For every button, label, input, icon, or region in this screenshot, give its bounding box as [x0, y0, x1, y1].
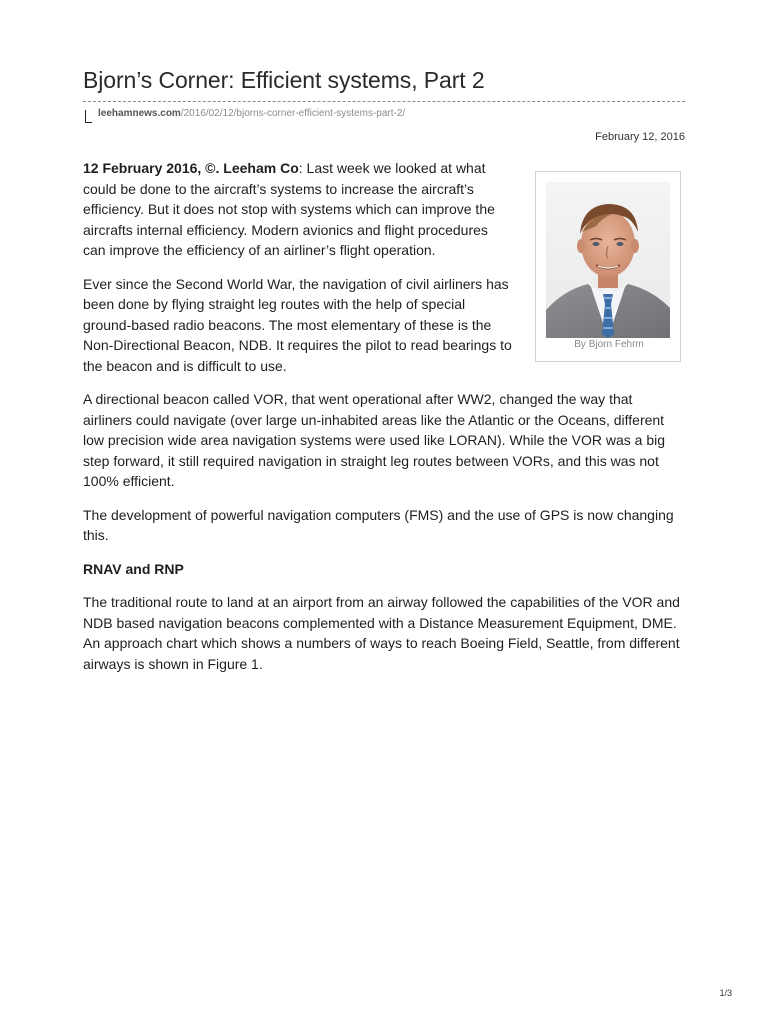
paragraph-approach: The traditional route to land at an airport from an airway followed the capabilities of the VOR and NDB based navigation beacons complemented with a Distance Measurement Equipment, DME. An approach chart which shows a numbers of ways to reach Boeing Field, Seattle, from different airways is shown in Figure 1.: [83, 594, 680, 672]
publish-date: February 12, 2016: [595, 131, 685, 143]
paragraph-vor: A directional beacon called VOR, that went operational after WW2, changed the way that airliners could navigate (over large un-inhabited areas like the Atlantic or the Oceans, different low precision wide area navigation systems were used like LORAN). While the VOR was a big step forward, it still required navigation in straight leg routes between VORs, and this was not 100% efficient.: [83, 391, 666, 489]
source-path: /2016/02/12/bjorns-corner-efficient-systems-part-2/: [180, 108, 406, 119]
image-caption: By Bjorn Fehrm: [574, 339, 644, 350]
paragraph-ndb: Ever since the Second World War, the navigation of civil airliners has been done by flying straight leg routes with the help of special ground-based radio beacons. The most elementary of these is the Non-Directional Beacon, NDB. It requires the pilot to read bearings to the beacon and is difficult to use.: [83, 275, 512, 374]
header-divider: [83, 101, 685, 102]
section-heading-rnav: RNAV and RNP: [83, 560, 184, 577]
source-host: leehamnews.com: [98, 108, 181, 119]
page-number: 1/3: [719, 988, 732, 998]
article-body: [83, 158, 685, 687]
source-url-link[interactable]: [98, 108, 405, 120]
intro-text: : Last week we looked at what could be done to the aircraft’s systems to increase the aircraft’s efficiency. But it does not stop with systems which can improve the aircrafts internal efficiency. Modern avionics and flight procedures can improve the efficiency of an airliner’s flight operation.: [83, 160, 495, 258]
source-link-row: [83, 108, 405, 126]
intro-lead: 12 February 2016, ©. Leeham Co: [83, 160, 299, 176]
paragraph-intro: [83, 158, 513, 261]
article-title: Bjorn’s Corner: Efficient systems, Part 2: [83, 67, 485, 93]
source-bracket-icon: [85, 110, 92, 123]
paragraph-fms: The development of powerful navigation computers (FMS) and the use of GPS is now changing this.: [83, 506, 674, 543]
